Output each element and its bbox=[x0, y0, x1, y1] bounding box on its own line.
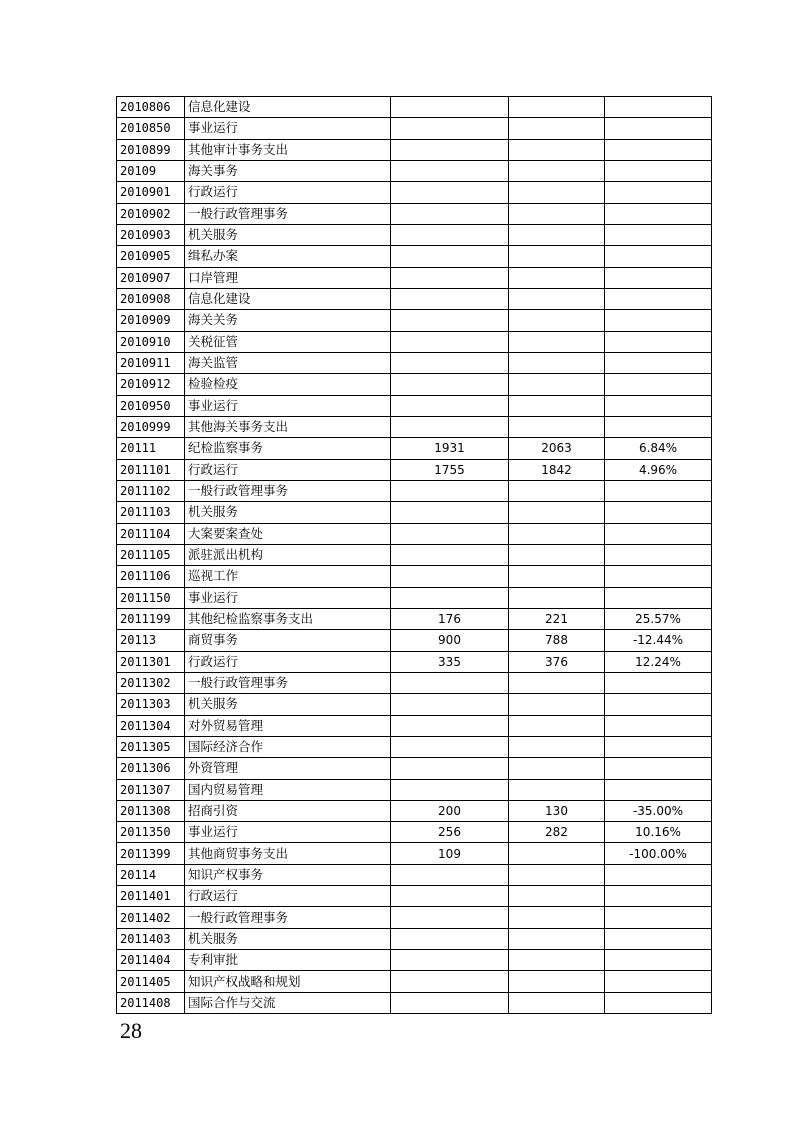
item-code-cell: 2011105 bbox=[117, 544, 185, 565]
table-row bbox=[117, 118, 712, 139]
item-code-cell: 2010806 bbox=[117, 97, 185, 118]
value-prev-cell bbox=[391, 523, 509, 544]
value-current-cell: 788 bbox=[509, 630, 605, 651]
item-code-cell: 2011402 bbox=[117, 907, 185, 928]
value-current-cell: 130 bbox=[509, 800, 605, 821]
change-percent-cell bbox=[605, 97, 712, 118]
value-prev-cell bbox=[391, 267, 509, 288]
table-row bbox=[117, 139, 712, 160]
item-name-cell: 国内贸易管理 bbox=[185, 779, 391, 800]
value-current-cell bbox=[509, 246, 605, 267]
table-row bbox=[117, 97, 712, 118]
table-row bbox=[117, 822, 712, 843]
table-row bbox=[117, 523, 712, 544]
change-percent-cell: 4.96% bbox=[605, 459, 712, 480]
change-percent-cell bbox=[605, 587, 712, 608]
item-name-cell: 行政运行 bbox=[185, 459, 391, 480]
item-name-cell: 知识产权战略和规划 bbox=[185, 971, 391, 992]
value-current-cell bbox=[509, 971, 605, 992]
item-code-cell: 20113 bbox=[117, 630, 185, 651]
item-name-cell: 外资管理 bbox=[185, 758, 391, 779]
value-prev-cell bbox=[391, 97, 509, 118]
table-row bbox=[117, 779, 712, 800]
item-code-cell: 2010903 bbox=[117, 224, 185, 245]
item-name-cell: 一般行政管理事务 bbox=[185, 672, 391, 693]
item-name-cell: 信息化建设 bbox=[185, 97, 391, 118]
change-percent-cell bbox=[605, 246, 712, 267]
value-current-cell bbox=[509, 395, 605, 416]
value-prev-cell bbox=[391, 587, 509, 608]
item-code-cell: 2011199 bbox=[117, 608, 185, 629]
value-current-cell bbox=[509, 139, 605, 160]
value-current-cell bbox=[509, 715, 605, 736]
value-prev-cell bbox=[391, 992, 509, 1013]
value-prev-cell bbox=[391, 331, 509, 352]
item-code-cell: 2010905 bbox=[117, 246, 185, 267]
value-current-cell: 282 bbox=[509, 822, 605, 843]
value-current-cell bbox=[509, 694, 605, 715]
value-current-cell bbox=[509, 416, 605, 437]
value-current-cell bbox=[509, 779, 605, 800]
change-percent-cell: 12.24% bbox=[605, 651, 712, 672]
item-name-cell: 海关关务 bbox=[185, 310, 391, 331]
table-row bbox=[117, 736, 712, 757]
item-name-cell: 一般行政管理事务 bbox=[185, 907, 391, 928]
value-prev-cell bbox=[391, 907, 509, 928]
value-prev-cell bbox=[391, 352, 509, 373]
value-prev-cell bbox=[391, 182, 509, 203]
change-percent-cell bbox=[605, 971, 712, 992]
item-code-cell: 2011104 bbox=[117, 523, 185, 544]
value-prev-cell bbox=[391, 246, 509, 267]
change-percent-cell bbox=[605, 907, 712, 928]
table-row bbox=[117, 459, 712, 480]
change-percent-cell bbox=[605, 950, 712, 971]
item-name-cell: 行政运行 bbox=[185, 651, 391, 672]
value-current-cell bbox=[509, 566, 605, 587]
item-code-cell: 2011403 bbox=[117, 928, 185, 949]
value-current-cell bbox=[509, 480, 605, 501]
table-row bbox=[117, 800, 712, 821]
table-row bbox=[117, 843, 712, 864]
table-row bbox=[117, 587, 712, 608]
item-name-cell: 事业运行 bbox=[185, 587, 391, 608]
value-current-cell bbox=[509, 267, 605, 288]
table-row bbox=[117, 203, 712, 224]
item-name-cell: 机关服务 bbox=[185, 502, 391, 523]
item-name-cell: 机关服务 bbox=[185, 928, 391, 949]
value-prev-cell: 200 bbox=[391, 800, 509, 821]
table-row bbox=[117, 907, 712, 928]
item-name-cell: 派驻派出机构 bbox=[185, 544, 391, 565]
value-prev-cell bbox=[391, 566, 509, 587]
item-name-cell: 事业运行 bbox=[185, 118, 391, 139]
table-row bbox=[117, 246, 712, 267]
item-name-cell: 其他海关事务支出 bbox=[185, 416, 391, 437]
value-current-cell: 221 bbox=[509, 608, 605, 629]
table-row bbox=[117, 480, 712, 501]
value-current-cell bbox=[509, 374, 605, 395]
value-prev-cell bbox=[391, 672, 509, 693]
item-code-cell: 2010999 bbox=[117, 416, 185, 437]
table-row bbox=[117, 395, 712, 416]
item-code-cell: 2010902 bbox=[117, 203, 185, 224]
item-name-cell: 机关服务 bbox=[185, 694, 391, 715]
change-percent-cell bbox=[605, 886, 712, 907]
value-current-cell bbox=[509, 843, 605, 864]
table-row bbox=[117, 544, 712, 565]
table-row bbox=[117, 886, 712, 907]
item-code-cell: 2011101 bbox=[117, 459, 185, 480]
value-prev-cell bbox=[391, 139, 509, 160]
value-prev-cell bbox=[391, 779, 509, 800]
item-code-cell: 2011308 bbox=[117, 800, 185, 821]
change-percent-cell: -100.00% bbox=[605, 843, 712, 864]
table-row bbox=[117, 864, 712, 885]
item-name-cell: 纪检监察事务 bbox=[185, 438, 391, 459]
value-current-cell bbox=[509, 224, 605, 245]
table-row bbox=[117, 331, 712, 352]
change-percent-cell bbox=[605, 224, 712, 245]
value-current-cell bbox=[509, 523, 605, 544]
item-code-cell: 20111 bbox=[117, 438, 185, 459]
item-code-cell: 2011404 bbox=[117, 950, 185, 971]
value-prev-cell bbox=[391, 864, 509, 885]
table-row bbox=[117, 715, 712, 736]
change-percent-cell: 25.57% bbox=[605, 608, 712, 629]
item-name-cell: 关税征管 bbox=[185, 331, 391, 352]
item-code-cell: 2010908 bbox=[117, 288, 185, 309]
change-percent-cell bbox=[605, 672, 712, 693]
value-current-cell bbox=[509, 118, 605, 139]
item-code-cell: 2011401 bbox=[117, 886, 185, 907]
value-prev-cell bbox=[391, 480, 509, 501]
value-current-cell bbox=[509, 672, 605, 693]
table-row bbox=[117, 310, 712, 331]
table-row bbox=[117, 928, 712, 949]
change-percent-cell bbox=[605, 864, 712, 885]
item-name-cell: 事业运行 bbox=[185, 822, 391, 843]
item-name-cell: 检验检疫 bbox=[185, 374, 391, 395]
change-percent-cell bbox=[605, 566, 712, 587]
item-code-cell: 2010901 bbox=[117, 182, 185, 203]
table-row bbox=[117, 224, 712, 245]
item-name-cell: 缉私办案 bbox=[185, 246, 391, 267]
item-name-cell: 巡视工作 bbox=[185, 566, 391, 587]
change-percent-cell bbox=[605, 267, 712, 288]
change-percent-cell bbox=[605, 502, 712, 523]
item-name-cell: 国际合作与交流 bbox=[185, 992, 391, 1013]
value-current-cell bbox=[509, 864, 605, 885]
item-code-cell: 2011103 bbox=[117, 502, 185, 523]
value-prev-cell bbox=[391, 886, 509, 907]
item-name-cell: 一般行政管理事务 bbox=[185, 480, 391, 501]
item-name-cell: 信息化建设 bbox=[185, 288, 391, 309]
item-code-cell: 20114 bbox=[117, 864, 185, 885]
value-prev-cell: 176 bbox=[391, 608, 509, 629]
value-prev-cell bbox=[391, 502, 509, 523]
value-prev-cell bbox=[391, 374, 509, 395]
value-current-cell bbox=[509, 310, 605, 331]
item-code-cell: 2010850 bbox=[117, 118, 185, 139]
change-percent-cell: -35.00% bbox=[605, 800, 712, 821]
value-prev-cell: 1931 bbox=[391, 438, 509, 459]
value-prev-cell: 900 bbox=[391, 630, 509, 651]
item-code-cell: 2010899 bbox=[117, 139, 185, 160]
table-row bbox=[117, 672, 712, 693]
item-name-cell: 海关事务 bbox=[185, 160, 391, 181]
item-code-cell: 2010911 bbox=[117, 352, 185, 373]
item-name-cell: 大案要案查处 bbox=[185, 523, 391, 544]
value-prev-cell: 109 bbox=[391, 843, 509, 864]
value-current-cell bbox=[509, 182, 605, 203]
value-prev-cell bbox=[391, 310, 509, 331]
value-current-cell bbox=[509, 587, 605, 608]
value-current-cell bbox=[509, 758, 605, 779]
change-percent-cell bbox=[605, 416, 712, 437]
item-code-cell: 20109 bbox=[117, 160, 185, 181]
value-prev-cell bbox=[391, 203, 509, 224]
item-name-cell: 行政运行 bbox=[185, 182, 391, 203]
item-name-cell: 专利审批 bbox=[185, 950, 391, 971]
table-row bbox=[117, 416, 712, 437]
change-percent-cell bbox=[605, 182, 712, 203]
item-code-cell: 2011304 bbox=[117, 715, 185, 736]
value-prev-cell bbox=[391, 736, 509, 757]
change-percent-cell bbox=[605, 203, 712, 224]
change-percent-cell bbox=[605, 694, 712, 715]
value-current-cell bbox=[509, 288, 605, 309]
value-current-cell: 376 bbox=[509, 651, 605, 672]
change-percent-cell bbox=[605, 160, 712, 181]
item-code-cell: 2011405 bbox=[117, 971, 185, 992]
table-row bbox=[117, 950, 712, 971]
item-name-cell: 机关服务 bbox=[185, 224, 391, 245]
item-code-cell: 2011305 bbox=[117, 736, 185, 757]
value-current-cell bbox=[509, 544, 605, 565]
value-prev-cell bbox=[391, 928, 509, 949]
change-percent-cell: 6.84% bbox=[605, 438, 712, 459]
change-percent-cell bbox=[605, 480, 712, 501]
table-row bbox=[117, 651, 712, 672]
item-code-cell: 2011102 bbox=[117, 480, 185, 501]
value-prev-cell bbox=[391, 715, 509, 736]
value-prev-cell: 1755 bbox=[391, 459, 509, 480]
item-code-cell: 2011302 bbox=[117, 672, 185, 693]
table-row bbox=[117, 971, 712, 992]
value-current-cell: 1842 bbox=[509, 459, 605, 480]
table-row bbox=[117, 288, 712, 309]
value-current-cell bbox=[509, 160, 605, 181]
value-current-cell bbox=[509, 502, 605, 523]
change-percent-cell bbox=[605, 544, 712, 565]
change-percent-cell bbox=[605, 992, 712, 1013]
value-prev-cell bbox=[391, 694, 509, 715]
item-code-cell: 2011106 bbox=[117, 566, 185, 587]
change-percent-cell bbox=[605, 139, 712, 160]
item-name-cell: 行政运行 bbox=[185, 886, 391, 907]
value-prev-cell bbox=[391, 160, 509, 181]
value-current-cell bbox=[509, 928, 605, 949]
item-name-cell: 商贸事务 bbox=[185, 630, 391, 651]
table-row bbox=[117, 608, 712, 629]
table-row bbox=[117, 630, 712, 651]
item-code-cell: 2011301 bbox=[117, 651, 185, 672]
item-code-cell: 2011350 bbox=[117, 822, 185, 843]
change-percent-cell bbox=[605, 779, 712, 800]
value-prev-cell bbox=[391, 971, 509, 992]
item-name-cell: 其他纪检监察事务支出 bbox=[185, 608, 391, 629]
item-code-cell: 2011408 bbox=[117, 992, 185, 1013]
table-body bbox=[117, 97, 712, 1014]
table-row bbox=[117, 758, 712, 779]
change-percent-cell bbox=[605, 352, 712, 373]
item-code-cell: 2010910 bbox=[117, 331, 185, 352]
item-name-cell: 国际经济合作 bbox=[185, 736, 391, 757]
change-percent-cell bbox=[605, 118, 712, 139]
change-percent-cell: 10.16% bbox=[605, 822, 712, 843]
table-row bbox=[117, 160, 712, 181]
item-name-cell: 海关监管 bbox=[185, 352, 391, 373]
change-percent-cell bbox=[605, 523, 712, 544]
item-code-cell: 2011303 bbox=[117, 694, 185, 715]
value-prev-cell bbox=[391, 416, 509, 437]
page-number: 28 bbox=[120, 1018, 142, 1043]
value-current-cell bbox=[509, 907, 605, 928]
table-row bbox=[117, 566, 712, 587]
value-prev-cell bbox=[391, 224, 509, 245]
value-prev-cell: 335 bbox=[391, 651, 509, 672]
budget-table bbox=[116, 96, 712, 1014]
value-prev-cell bbox=[391, 544, 509, 565]
change-percent-cell bbox=[605, 331, 712, 352]
value-prev-cell bbox=[391, 758, 509, 779]
item-name-cell: 其他商贸事务支出 bbox=[185, 843, 391, 864]
value-current-cell bbox=[509, 950, 605, 971]
value-current-cell bbox=[509, 352, 605, 373]
table-row bbox=[117, 502, 712, 523]
table-row bbox=[117, 182, 712, 203]
item-code-cell: 2010912 bbox=[117, 374, 185, 395]
value-current-cell bbox=[509, 203, 605, 224]
item-name-cell: 事业运行 bbox=[185, 395, 391, 416]
value-current-cell bbox=[509, 736, 605, 757]
table-row bbox=[117, 992, 712, 1013]
value-prev-cell: 256 bbox=[391, 822, 509, 843]
change-percent-cell bbox=[605, 310, 712, 331]
change-percent-cell: -12.44% bbox=[605, 630, 712, 651]
value-current-cell bbox=[509, 886, 605, 907]
item-name-cell: 知识产权事务 bbox=[185, 864, 391, 885]
item-code-cell: 2010907 bbox=[117, 267, 185, 288]
item-name-cell: 一般行政管理事务 bbox=[185, 203, 391, 224]
change-percent-cell bbox=[605, 288, 712, 309]
change-percent-cell bbox=[605, 758, 712, 779]
value-prev-cell bbox=[391, 118, 509, 139]
item-name-cell: 口岸管理 bbox=[185, 267, 391, 288]
item-code-cell: 2010909 bbox=[117, 310, 185, 331]
table-row bbox=[117, 374, 712, 395]
change-percent-cell bbox=[605, 928, 712, 949]
item-code-cell: 2011307 bbox=[117, 779, 185, 800]
table-row bbox=[117, 694, 712, 715]
value-current-cell bbox=[509, 331, 605, 352]
value-current-cell bbox=[509, 97, 605, 118]
table-row bbox=[117, 267, 712, 288]
value-prev-cell bbox=[391, 395, 509, 416]
item-code-cell: 2011306 bbox=[117, 758, 185, 779]
item-code-cell: 2011399 bbox=[117, 843, 185, 864]
value-prev-cell bbox=[391, 288, 509, 309]
value-current-cell: 2063 bbox=[509, 438, 605, 459]
item-name-cell: 其他审计事务支出 bbox=[185, 139, 391, 160]
value-current-cell bbox=[509, 992, 605, 1013]
item-code-cell: 2011150 bbox=[117, 587, 185, 608]
change-percent-cell bbox=[605, 395, 712, 416]
item-name-cell: 招商引资 bbox=[185, 800, 391, 821]
item-name-cell: 对外贸易管理 bbox=[185, 715, 391, 736]
table-row bbox=[117, 438, 712, 459]
value-prev-cell bbox=[391, 950, 509, 971]
change-percent-cell bbox=[605, 715, 712, 736]
change-percent-cell bbox=[605, 736, 712, 757]
item-code-cell: 2010950 bbox=[117, 395, 185, 416]
change-percent-cell bbox=[605, 374, 712, 395]
table-row bbox=[117, 352, 712, 373]
